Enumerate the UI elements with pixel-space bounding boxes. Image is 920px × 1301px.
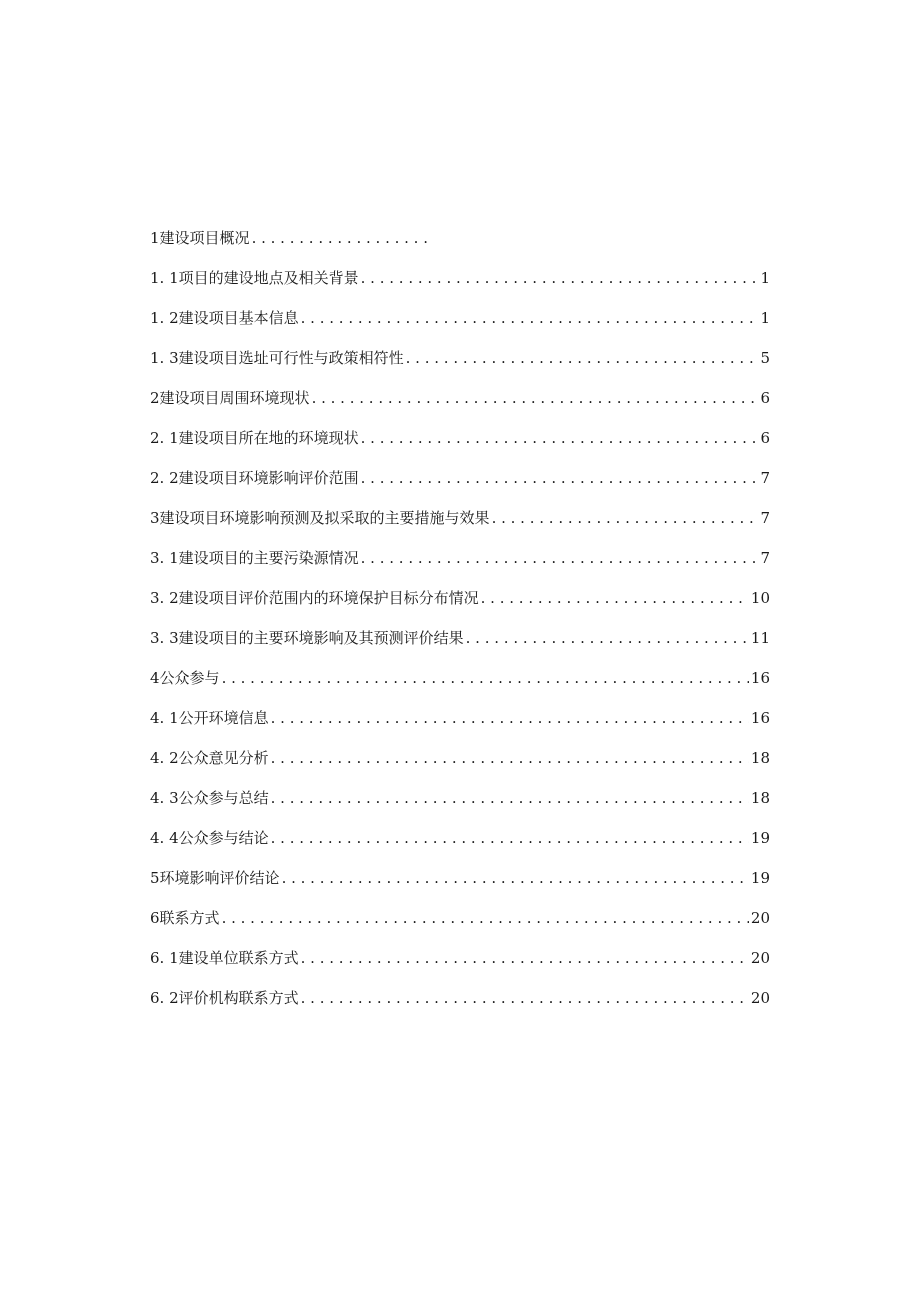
toc-entry-number: 1. 1 <box>150 269 179 287</box>
toc-entry-title: 建设项目环境影响预测及拟采取的主要措施与效果 <box>159 509 490 527</box>
toc-entry-page: 7 <box>760 509 770 527</box>
toc-entry-number: 2. 1 <box>150 429 179 447</box>
toc-entry-page: 16 <box>750 709 770 727</box>
toc-dot-leader <box>361 544 759 572</box>
table-of-contents <box>150 224 770 1024</box>
toc-entry-title: 建设项目基本信息 <box>178 309 299 327</box>
toc-entry-page: 10 <box>750 589 770 607</box>
toc-entry[interactable] <box>150 464 770 504</box>
toc-entry-number: 1. 2 <box>150 309 179 327</box>
toc-dot-leader <box>222 904 749 932</box>
toc-entry-page: 18 <box>750 789 770 807</box>
toc-dot-leader <box>271 784 749 812</box>
toc-entry-title: 公众意见分析 <box>178 749 269 767</box>
toc-entry-number: 4. 3 <box>150 789 179 807</box>
toc-entry[interactable] <box>150 704 770 744</box>
toc-entry-title: 建设项目的主要环境影响及其预测评价结果 <box>178 629 464 647</box>
toc-entry-page: 1 <box>760 309 770 327</box>
toc-entry-page: 20 <box>750 949 770 967</box>
toc-entry[interactable] <box>150 624 770 664</box>
toc-dot-leader <box>301 984 749 1012</box>
toc-dot-leader <box>312 384 759 412</box>
toc-entry[interactable] <box>150 864 770 904</box>
toc-entry-number: 2 <box>150 389 160 407</box>
toc-dot-leader <box>252 224 428 252</box>
toc-entry[interactable] <box>150 984 770 1024</box>
toc-entry-title: 评价机构联系方式 <box>178 989 299 1007</box>
toc-entry-title: 联系方式 <box>159 909 220 927</box>
toc-dot-leader <box>466 624 749 652</box>
toc-entry-page: 7 <box>760 549 770 567</box>
toc-entry[interactable] <box>150 784 770 824</box>
toc-dot-leader <box>301 944 749 972</box>
toc-entry[interactable] <box>150 344 770 384</box>
toc-dot-leader <box>361 464 759 492</box>
toc-entry-number: 1. 3 <box>150 349 179 367</box>
toc-entry-title: 公众参与总结 <box>178 789 269 807</box>
toc-entry-title: 建设项目环境影响评价范围 <box>178 469 359 487</box>
toc-dot-leader <box>222 664 749 692</box>
toc-dot-leader <box>271 704 749 732</box>
toc-entry-number: 3 <box>150 509 160 527</box>
toc-entry-title: 公众参与结论 <box>178 829 269 847</box>
toc-entry-title: 建设项目所在地的环境现状 <box>178 429 359 447</box>
toc-entry-title: 项目的建设地点及相关背景 <box>178 269 359 287</box>
toc-dot-leader <box>271 824 749 852</box>
toc-entry-title: 公开环境信息 <box>178 709 269 727</box>
toc-entry-page: 5 <box>760 349 770 367</box>
toc-dot-leader <box>406 344 759 372</box>
toc-entry-number: 3. 3 <box>150 629 179 647</box>
toc-entry-page: 6 <box>760 429 770 447</box>
toc-entry-title: 环境影响评价结论 <box>159 869 280 887</box>
toc-entry[interactable] <box>150 544 770 584</box>
toc-entry-page: 11 <box>750 629 770 647</box>
toc-entry-page: 20 <box>750 909 770 927</box>
toc-entry-page: 16 <box>750 669 770 687</box>
toc-entry-page: 19 <box>750 869 770 887</box>
toc-entry-title: 建设项目的主要污染源情况 <box>178 549 359 567</box>
toc-entry-number: 6 <box>150 909 160 927</box>
toc-dot-leader <box>481 584 749 612</box>
toc-entry-number: 2. 2 <box>150 469 179 487</box>
toc-entry[interactable] <box>150 944 770 984</box>
toc-dot-leader <box>361 264 759 292</box>
toc-dot-leader <box>361 424 759 452</box>
toc-entry-title: 建设项目周围环境现状 <box>159 389 310 407</box>
toc-entry[interactable] <box>150 224 430 264</box>
toc-entry-page: 20 <box>750 989 770 1007</box>
toc-entry-number: 1 <box>150 229 160 247</box>
toc-entry-page: 1 <box>760 269 770 287</box>
toc-entry[interactable] <box>150 264 770 304</box>
toc-dot-leader <box>301 304 759 332</box>
toc-entry-number: 6. 2 <box>150 989 179 1007</box>
toc-entry[interactable] <box>150 504 770 544</box>
toc-entry-number: 4. 2 <box>150 749 179 767</box>
toc-entry-number: 4. 4 <box>150 829 179 847</box>
toc-entry-title: 公众参与 <box>159 669 220 687</box>
toc-entry-number: 6. 1 <box>150 949 179 967</box>
toc-entry-number: 4. 1 <box>150 709 179 727</box>
toc-entry-page: 19 <box>750 829 770 847</box>
toc-entry-page: 18 <box>750 749 770 767</box>
toc-entry[interactable] <box>150 664 770 704</box>
toc-entry[interactable] <box>150 824 770 864</box>
toc-entry-title: 建设项目概况 <box>159 229 250 247</box>
toc-entry-title: 建设项目选址可行性与政策相符性 <box>178 349 404 367</box>
toc-entry[interactable] <box>150 424 770 464</box>
toc-entry-number: 5 <box>150 869 160 887</box>
toc-entry-title: 建设单位联系方式 <box>178 949 299 967</box>
toc-entry[interactable] <box>150 744 770 784</box>
toc-entry[interactable] <box>150 304 770 344</box>
toc-entry-title: 建设项目评价范围内的环境保护目标分布情况 <box>178 589 479 607</box>
toc-entry[interactable] <box>150 384 770 424</box>
toc-dot-leader <box>282 864 749 892</box>
toc-entry[interactable] <box>150 904 770 944</box>
toc-entry-number: 3. 2 <box>150 589 179 607</box>
toc-entry-page: 6 <box>760 389 770 407</box>
toc-dot-leader <box>271 744 749 772</box>
toc-dot-leader <box>492 504 759 532</box>
toc-entry-number: 4 <box>150 669 160 687</box>
toc-entry-page: 7 <box>760 469 770 487</box>
toc-entry-number: 3. 1 <box>150 549 179 567</box>
toc-entry[interactable] <box>150 584 770 624</box>
